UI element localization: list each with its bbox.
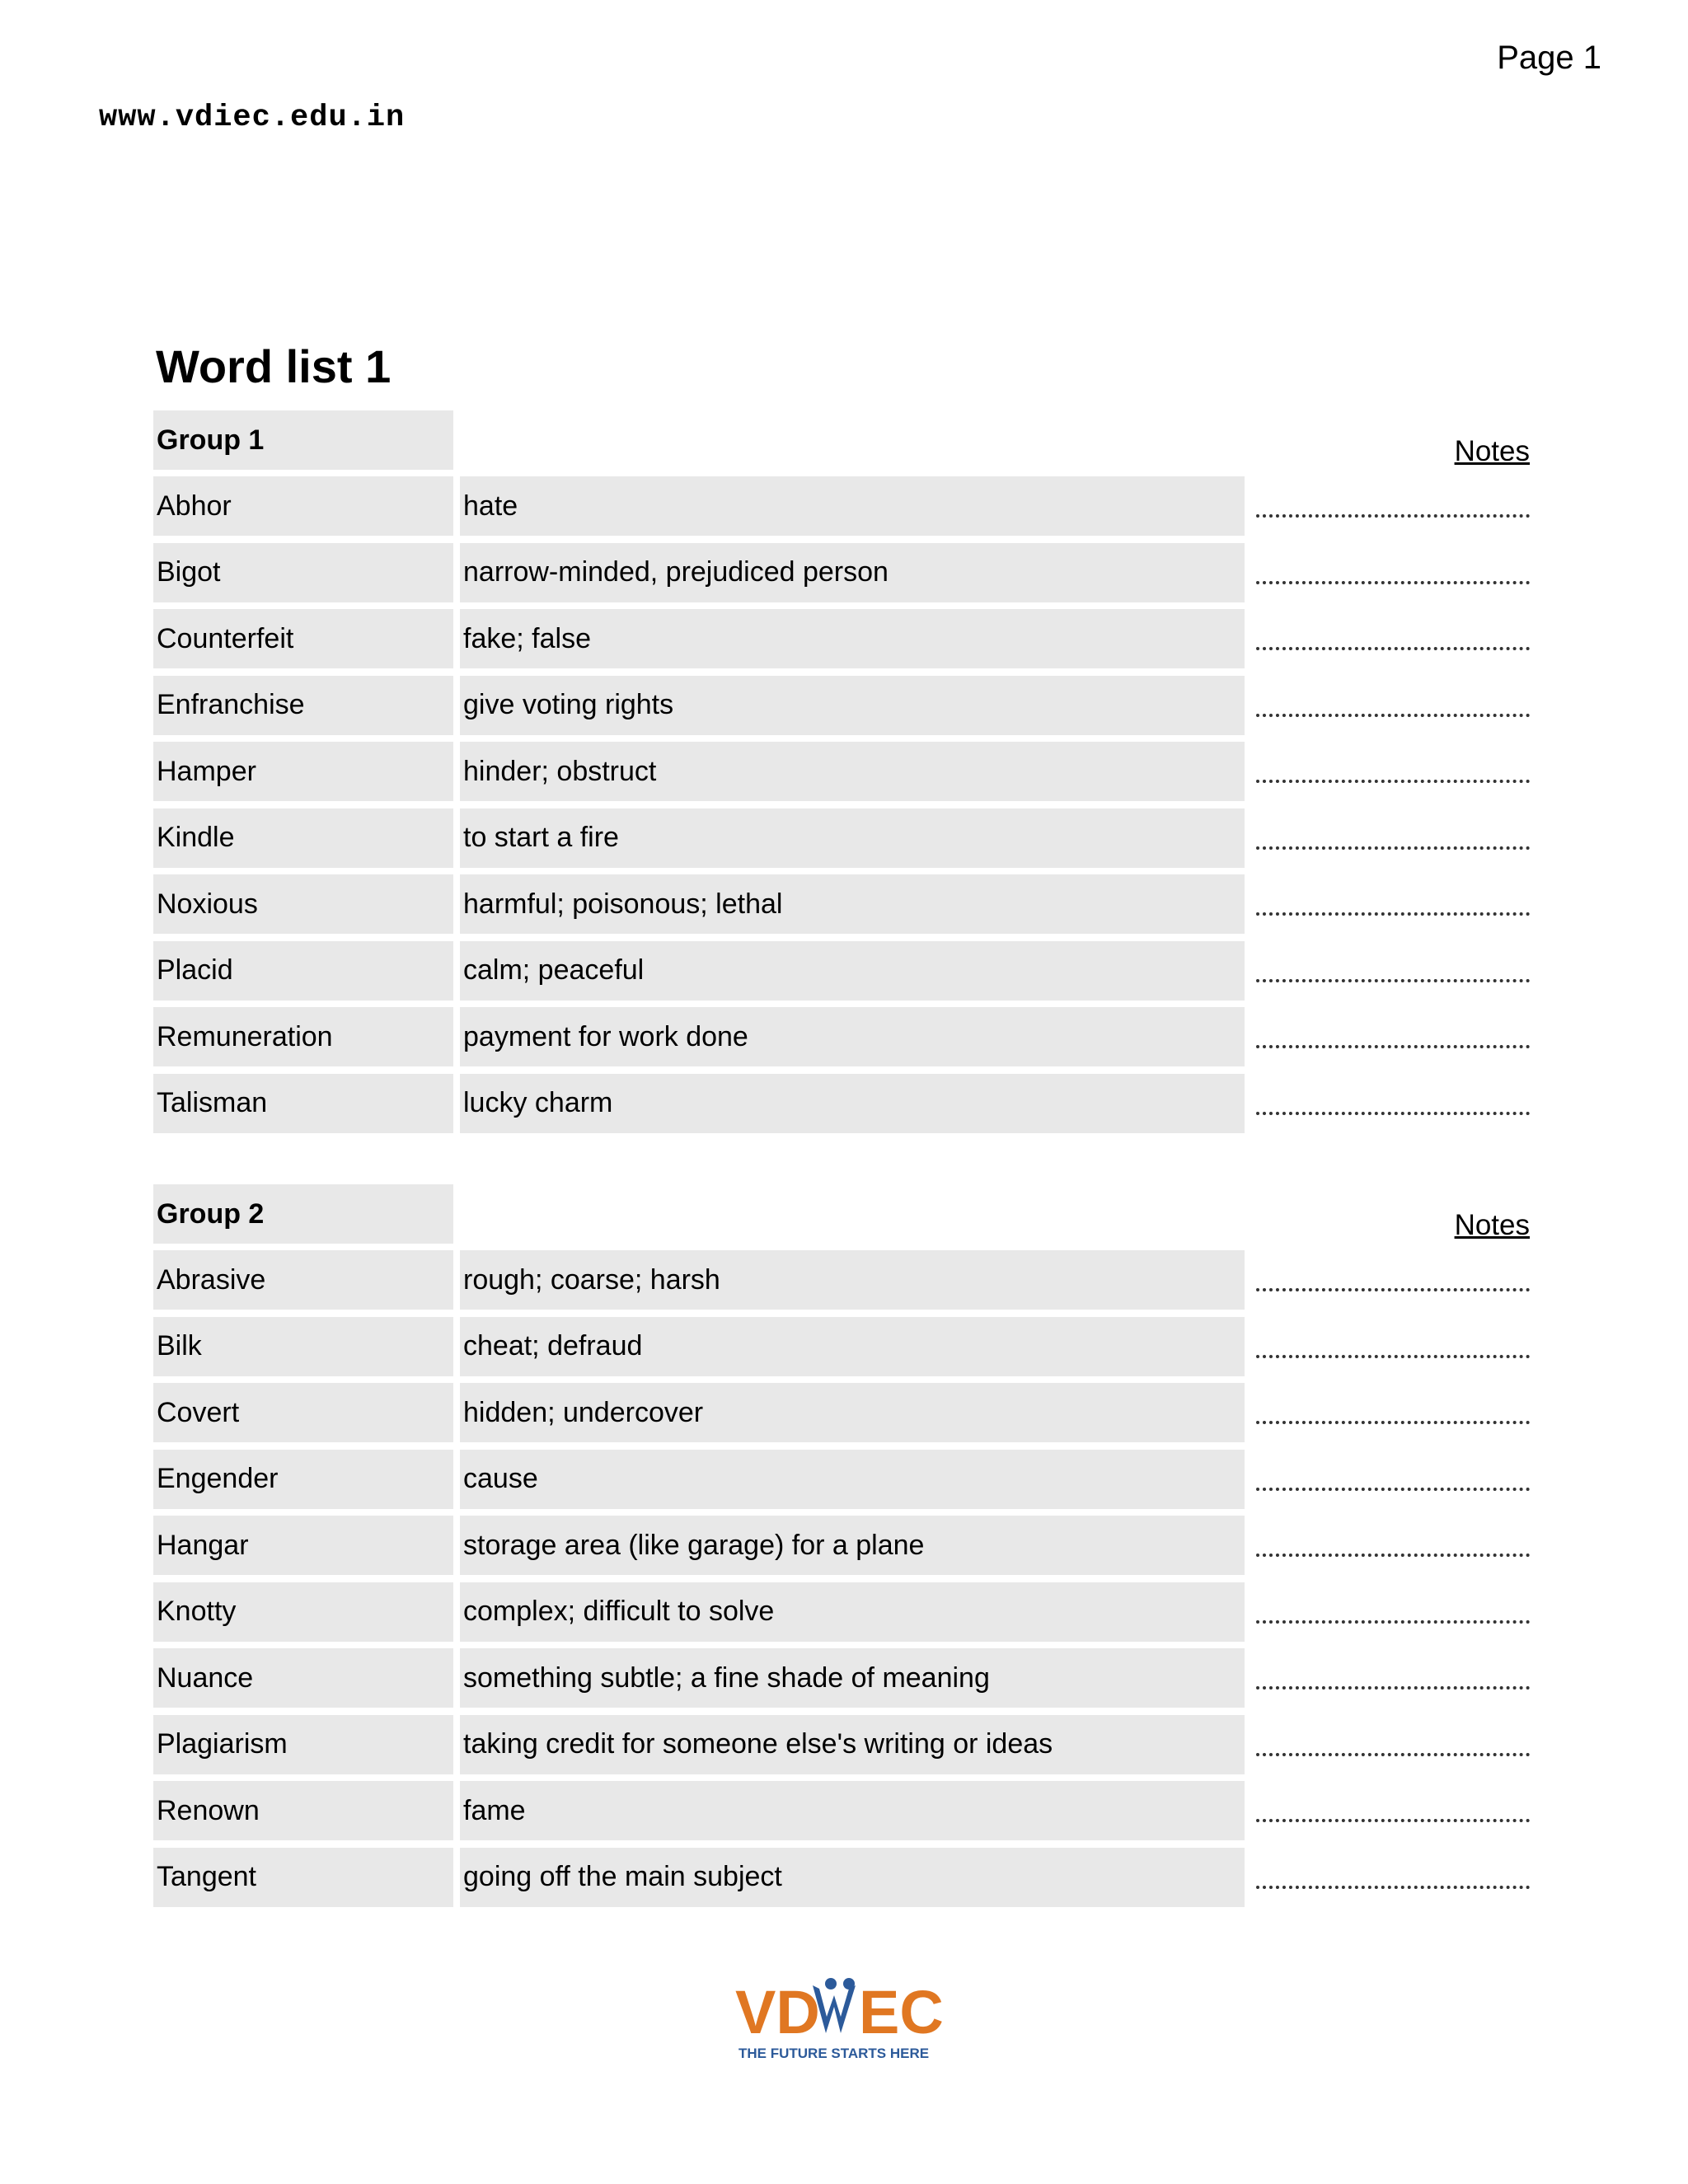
word-row [153, 543, 1530, 610]
word-row [153, 874, 1530, 941]
word-row [153, 808, 1530, 875]
logo-tagline: THE FUTURE STARTS HERE [738, 2046, 930, 2061]
notes-line [1256, 780, 1530, 783]
definition-cell: going off the main subject [460, 1848, 1245, 1907]
word-cell: Abrasive [153, 1250, 453, 1310]
word-row [153, 1317, 1530, 1384]
word-cell: Remuneration [153, 1007, 453, 1066]
word-row [153, 742, 1530, 808]
definition-cell: hate [460, 476, 1245, 536]
notes-line [1256, 1753, 1530, 1756]
notes-line [1256, 581, 1530, 584]
word-cell: Plagiarism [153, 1715, 453, 1774]
notes-line [1256, 1288, 1530, 1291]
word-cell: Kindle [153, 808, 453, 868]
definition-cell: taking credit for someone else's writing or ideas [460, 1715, 1245, 1774]
notes-line [1256, 1112, 1530, 1115]
definition-cell: calm; peaceful [460, 941, 1245, 1001]
word-row [153, 1516, 1530, 1582]
word-row [153, 1648, 1530, 1715]
word-row [153, 1383, 1530, 1450]
group-header [153, 1184, 1530, 1250]
word-row [153, 1250, 1530, 1317]
notes-heading: Notes [1454, 435, 1530, 467]
definition-cell: complex; difficult to solve [460, 1582, 1245, 1642]
definition-cell: hinder; obstruct [460, 742, 1245, 801]
definition-cell: something subtle; a fine shade of meaning [460, 1648, 1245, 1708]
page-number: Page 1 [1497, 40, 1601, 76]
word-cell: Tangent [153, 1848, 453, 1907]
word-group-1 [153, 410, 1530, 1140]
definition-cell: fake; false [460, 609, 1245, 668]
word-cell: Engender [153, 1450, 453, 1509]
word-row [153, 1781, 1530, 1848]
word-cell: Counterfeit [153, 609, 453, 668]
definition-cell: storage area (like garage) for a plane [460, 1516, 1245, 1575]
word-row [153, 941, 1530, 1008]
notes-line [1256, 714, 1530, 717]
definition-cell: give voting rights [460, 676, 1245, 735]
notes-line [1256, 1421, 1530, 1424]
word-row [153, 1582, 1530, 1649]
notes-line [1256, 1686, 1530, 1690]
word-group-2 [153, 1184, 1530, 1914]
notes-line [1256, 514, 1530, 518]
definition-cell: harmful; poisonous; lethal [460, 874, 1245, 934]
definition-cell: fame [460, 1781, 1245, 1840]
group-label: Group 1 [153, 410, 453, 470]
notes-line [1256, 1045, 1530, 1048]
word-row [153, 1715, 1530, 1782]
notes-line [1256, 1554, 1530, 1557]
notes-line [1256, 846, 1530, 850]
word-row [153, 609, 1530, 676]
notes-line [1256, 1819, 1530, 1822]
definition-cell: to start a fire [460, 808, 1245, 868]
notes-line [1256, 912, 1530, 916]
website-url: www.vdiec.edu.in [99, 101, 406, 135]
word-cell: Noxious [153, 874, 453, 934]
word-cell: Covert [153, 1383, 453, 1442]
notes-line [1256, 1488, 1530, 1491]
word-cell: Bilk [153, 1317, 453, 1376]
definition-cell: cause [460, 1450, 1245, 1509]
word-row [153, 1074, 1530, 1141]
logo-letters-vd: VD [735, 1978, 820, 2046]
logo-letters-ec: EC [859, 1978, 944, 2046]
word-row [153, 676, 1530, 743]
notes-line [1256, 1355, 1530, 1358]
group-header [153, 410, 1530, 476]
notes-line [1256, 647, 1530, 650]
definition-cell: payment for work done [460, 1007, 1245, 1066]
word-cell: Renown [153, 1781, 453, 1840]
word-row [153, 1007, 1530, 1074]
word-cell: Placid [153, 941, 453, 1001]
word-cell: Talisman [153, 1074, 453, 1133]
word-cell: Nuance [153, 1648, 453, 1708]
word-row [153, 1450, 1530, 1516]
word-row [153, 476, 1530, 543]
word-cell: Hangar [153, 1516, 453, 1575]
definition-cell: lucky charm [460, 1074, 1245, 1133]
notes-line [1256, 1620, 1530, 1624]
word-row [153, 1848, 1530, 1915]
page-title: Word list 1 [156, 340, 392, 392]
definition-cell: narrow-minded, prejudiced person [460, 543, 1245, 602]
word-cell: Hamper [153, 742, 453, 801]
definition-cell: rough; coarse; harsh [460, 1250, 1245, 1310]
notes-line [1256, 979, 1530, 982]
group-label: Group 2 [153, 1184, 453, 1244]
vdiec-logo [734, 1974, 948, 2064]
notes-line [1256, 1886, 1530, 1889]
word-cell: Enfranchise [153, 676, 453, 735]
notes-heading: Notes [1454, 1209, 1530, 1241]
definition-cell: cheat; defraud [460, 1317, 1245, 1376]
word-cell: Knotty [153, 1582, 453, 1642]
word-cell: Abhor [153, 476, 453, 536]
word-cell: Bigot [153, 543, 453, 602]
definition-cell: hidden; undercover [460, 1383, 1245, 1442]
